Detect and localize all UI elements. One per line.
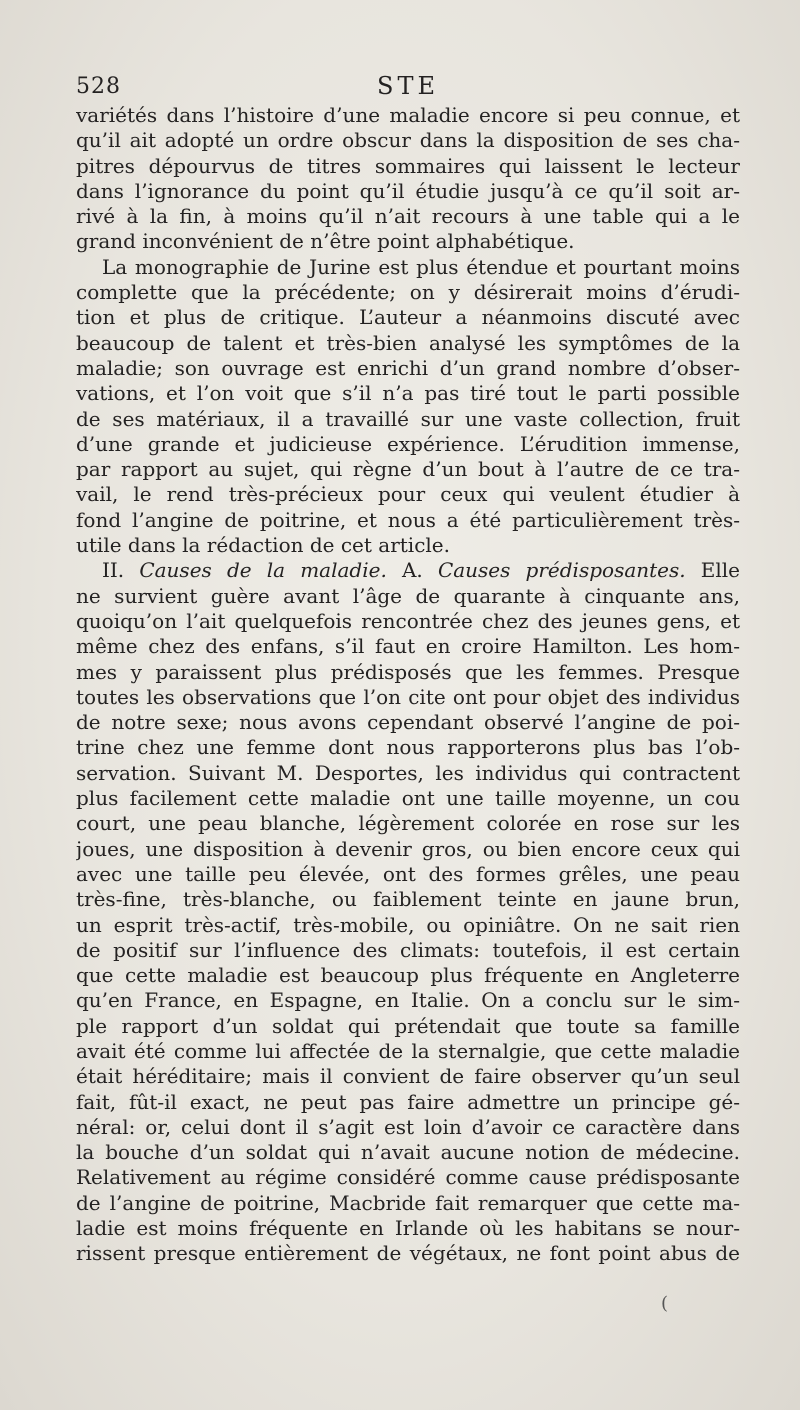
section-number: II. bbox=[102, 558, 125, 583]
running-head: STE bbox=[377, 72, 439, 100]
subsection-heading: Causes prédisposantes. bbox=[437, 558, 686, 583]
text-line: qu’en France, en Espagne, en Italie. On a conclu sur le sim- bbox=[76, 988, 740, 1013]
text-line: vations, et l’on voit que s’il n’a pas tiré tout le parti possible bbox=[76, 381, 740, 406]
text-line: tion et plus de critique. L’auteur a néanmoins discuté avec bbox=[76, 305, 740, 330]
text-line: ple rapport d’un soldat qui prétendait que toute sa famille bbox=[76, 1013, 740, 1038]
text-line: que cette maladie est beaucoup plus fréquente en Angleterre bbox=[76, 963, 740, 988]
text-line: beaucoup de talent et très-bien analysé les symptômes de la bbox=[76, 330, 740, 355]
section-heading-line bbox=[76, 558, 740, 583]
subsection-letter: A. bbox=[401, 558, 423, 583]
text-line: rissent presque entièrement de végétaux, ne font point abus de bbox=[76, 1241, 740, 1266]
text-line: ladie est moins fréquente en Irlande où les habitans se nour- bbox=[76, 1216, 740, 1241]
text-line: qu’il ait adopté un ordre obscur dans la disposition de ses cha- bbox=[76, 128, 740, 153]
text-line: vail, le rend très-précieux pour ceux qui veulent étudier à bbox=[76, 482, 740, 507]
text-line: trine chez une femme dont nous rapporterons plus bas l’ob- bbox=[76, 735, 740, 760]
body-text bbox=[76, 103, 740, 1267]
text-line: avait été comme lui affectée de la sternalgie, que cette maladie bbox=[76, 1038, 740, 1063]
text-line: de notre sexe; nous avons cependant observé l’angine de poi- bbox=[76, 710, 740, 735]
text-line: fait, fût-il exact, ne peut pas faire admettre un principe gé- bbox=[76, 1089, 740, 1114]
text-line: servation. Suivant M. Desportes, les individus qui contractent bbox=[76, 760, 740, 785]
text-line: la bouche d’un soldat qui n’avait aucune notion de médecine. bbox=[76, 1140, 740, 1165]
text-line: maladie; son ouvrage est enrichi d’un grand nombre d’obser- bbox=[76, 355, 740, 380]
text-line: rivé à la fin, à moins qu’il n’ait recours à une table qui a le bbox=[76, 204, 740, 229]
text-line: Relativement au régime considéré comme cause prédisposante bbox=[76, 1165, 740, 1190]
text-line: de positif sur l’influence des climats: toutefois, il est certain bbox=[76, 937, 740, 962]
text-line: très-fine, très-blanche, ou faiblement teinte en jaune brun, bbox=[76, 887, 740, 912]
text-line: ne survient guère avant l’âge de quarante à cinquante ans, bbox=[76, 583, 740, 608]
text-line: La monographie de Jurine est plus étendue et pourtant moins bbox=[102, 254, 740, 279]
text-line: plus facilement cette maladie ont une taille moyenne, un cou bbox=[76, 786, 740, 811]
text-line: quoiqu’on l’ait quelquefois rencontrée chez des jeunes gens, et bbox=[76, 608, 740, 633]
stray-mark: ( bbox=[660, 1293, 668, 1314]
text-line: un esprit très-actif, très-mobile, ou opiniâtre. On ne sait rien bbox=[76, 912, 740, 937]
text-line: joues, une disposition à devenir gros, ou bien encore ceux qui bbox=[76, 836, 740, 861]
text-line: avec une taille peu élevée, ont des formes grêles, une peau bbox=[76, 861, 740, 886]
text-line: pitres dépourvus de titres sommaires qui laissent le lecteur bbox=[76, 153, 740, 178]
text-line: mes y paraissent plus prédisposés que les femmes. Presque bbox=[76, 659, 740, 684]
text-line: néral: or, celui dont il s’agit est loin d’avoir ce caractère dans bbox=[76, 1114, 740, 1139]
page-number: 528 bbox=[76, 74, 121, 99]
section-heading: Causes de la maladie. bbox=[139, 558, 387, 583]
text-line: utile dans la rédaction de cet article. bbox=[76, 533, 450, 558]
text-line: complette que la précédente; on y désirerait moins d’érudi- bbox=[76, 280, 740, 305]
page-header bbox=[76, 70, 740, 104]
text-line: d’une grande et judicieuse expérience. L’érudition immense, bbox=[76, 431, 740, 456]
text-line: fond l’angine de poitrine, et nous a été particulièrement très- bbox=[76, 507, 740, 532]
text-line: par rapport au sujet, qui règne d’un bout à l’autre de ce tra- bbox=[76, 457, 740, 482]
text-line: de ses matériaux, il a travaillé sur une vaste collection, fruit bbox=[76, 406, 740, 431]
text-line: était héréditaire; mais il convient de faire observer qu’un seul bbox=[76, 1064, 740, 1089]
text-line: variétés dans l’histoire d’une maladie encore si peu connue, et bbox=[76, 103, 740, 127]
text-line: grand inconvénient de n’être point alphabétique. bbox=[76, 229, 575, 254]
text-line: même chez des enfans, s’il faut en croire Hamilton. Les hom- bbox=[76, 634, 740, 659]
text-line: dans l’ignorance du point qu’il étudie jusqu’à ce qu’il soit ar- bbox=[76, 178, 740, 203]
section-line-tail: Elle bbox=[700, 558, 740, 583]
text-line: court, une peau blanche, légèrement colorée en rose sur les bbox=[76, 811, 740, 836]
text-line: toutes les observations que l’on cite ont pour objet des individus bbox=[76, 684, 740, 709]
text-line: de l’angine de poitrine, Macbride fait remarquer que cette ma- bbox=[76, 1190, 740, 1215]
